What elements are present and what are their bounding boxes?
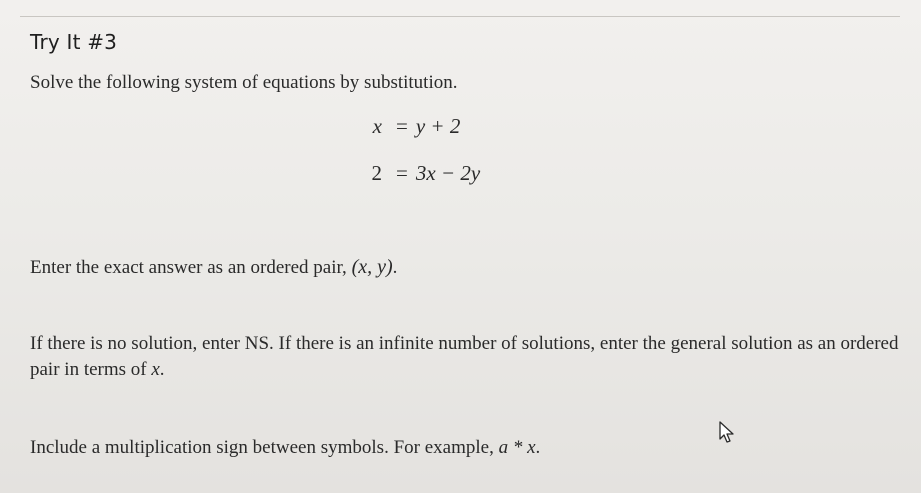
no-solution-note bbox=[30, 331, 905, 383]
ordered-pair-math: (x, y) bbox=[351, 256, 393, 278]
equation-1-lhs: x bbox=[372, 114, 382, 138]
equation-2-sign: = bbox=[396, 161, 408, 185]
top-divider bbox=[20, 16, 900, 17]
equation-1-rhs: y + 2 bbox=[415, 114, 461, 138]
equation-row-2 bbox=[356, 161, 480, 186]
answer-prompt bbox=[30, 254, 397, 281]
multiplication-note-text: Include a multiplication sign between symbols. For example, bbox=[30, 437, 499, 458]
equation-2-lhs: 2 bbox=[371, 161, 382, 185]
equation-1-sign: = bbox=[396, 114, 408, 138]
exercise-title: Try It #3 bbox=[30, 30, 118, 54]
mouse-pointer-icon bbox=[718, 421, 736, 443]
multiplication-note bbox=[30, 435, 540, 461]
instruction-text: Solve the following system of equations by substitution. bbox=[30, 72, 458, 93]
no-solution-note-end: . bbox=[159, 359, 165, 380]
variable-x-math: x bbox=[151, 359, 160, 380]
equation-row-1 bbox=[356, 114, 460, 139]
answer-prompt-text: Enter the exact answer as an ordered pair, bbox=[30, 257, 352, 278]
multiplication-note-end: . bbox=[535, 437, 541, 458]
multiplication-example-math: a * x bbox=[498, 437, 536, 458]
answer-prompt-end: . bbox=[392, 257, 398, 278]
equation-2-rhs: 3x − 2y bbox=[415, 161, 481, 185]
no-solution-note-text: If there is no solution, enter NS. If there is an infinite number of solutions, enter the general solution as an ordered pair in terms of bbox=[30, 333, 899, 380]
